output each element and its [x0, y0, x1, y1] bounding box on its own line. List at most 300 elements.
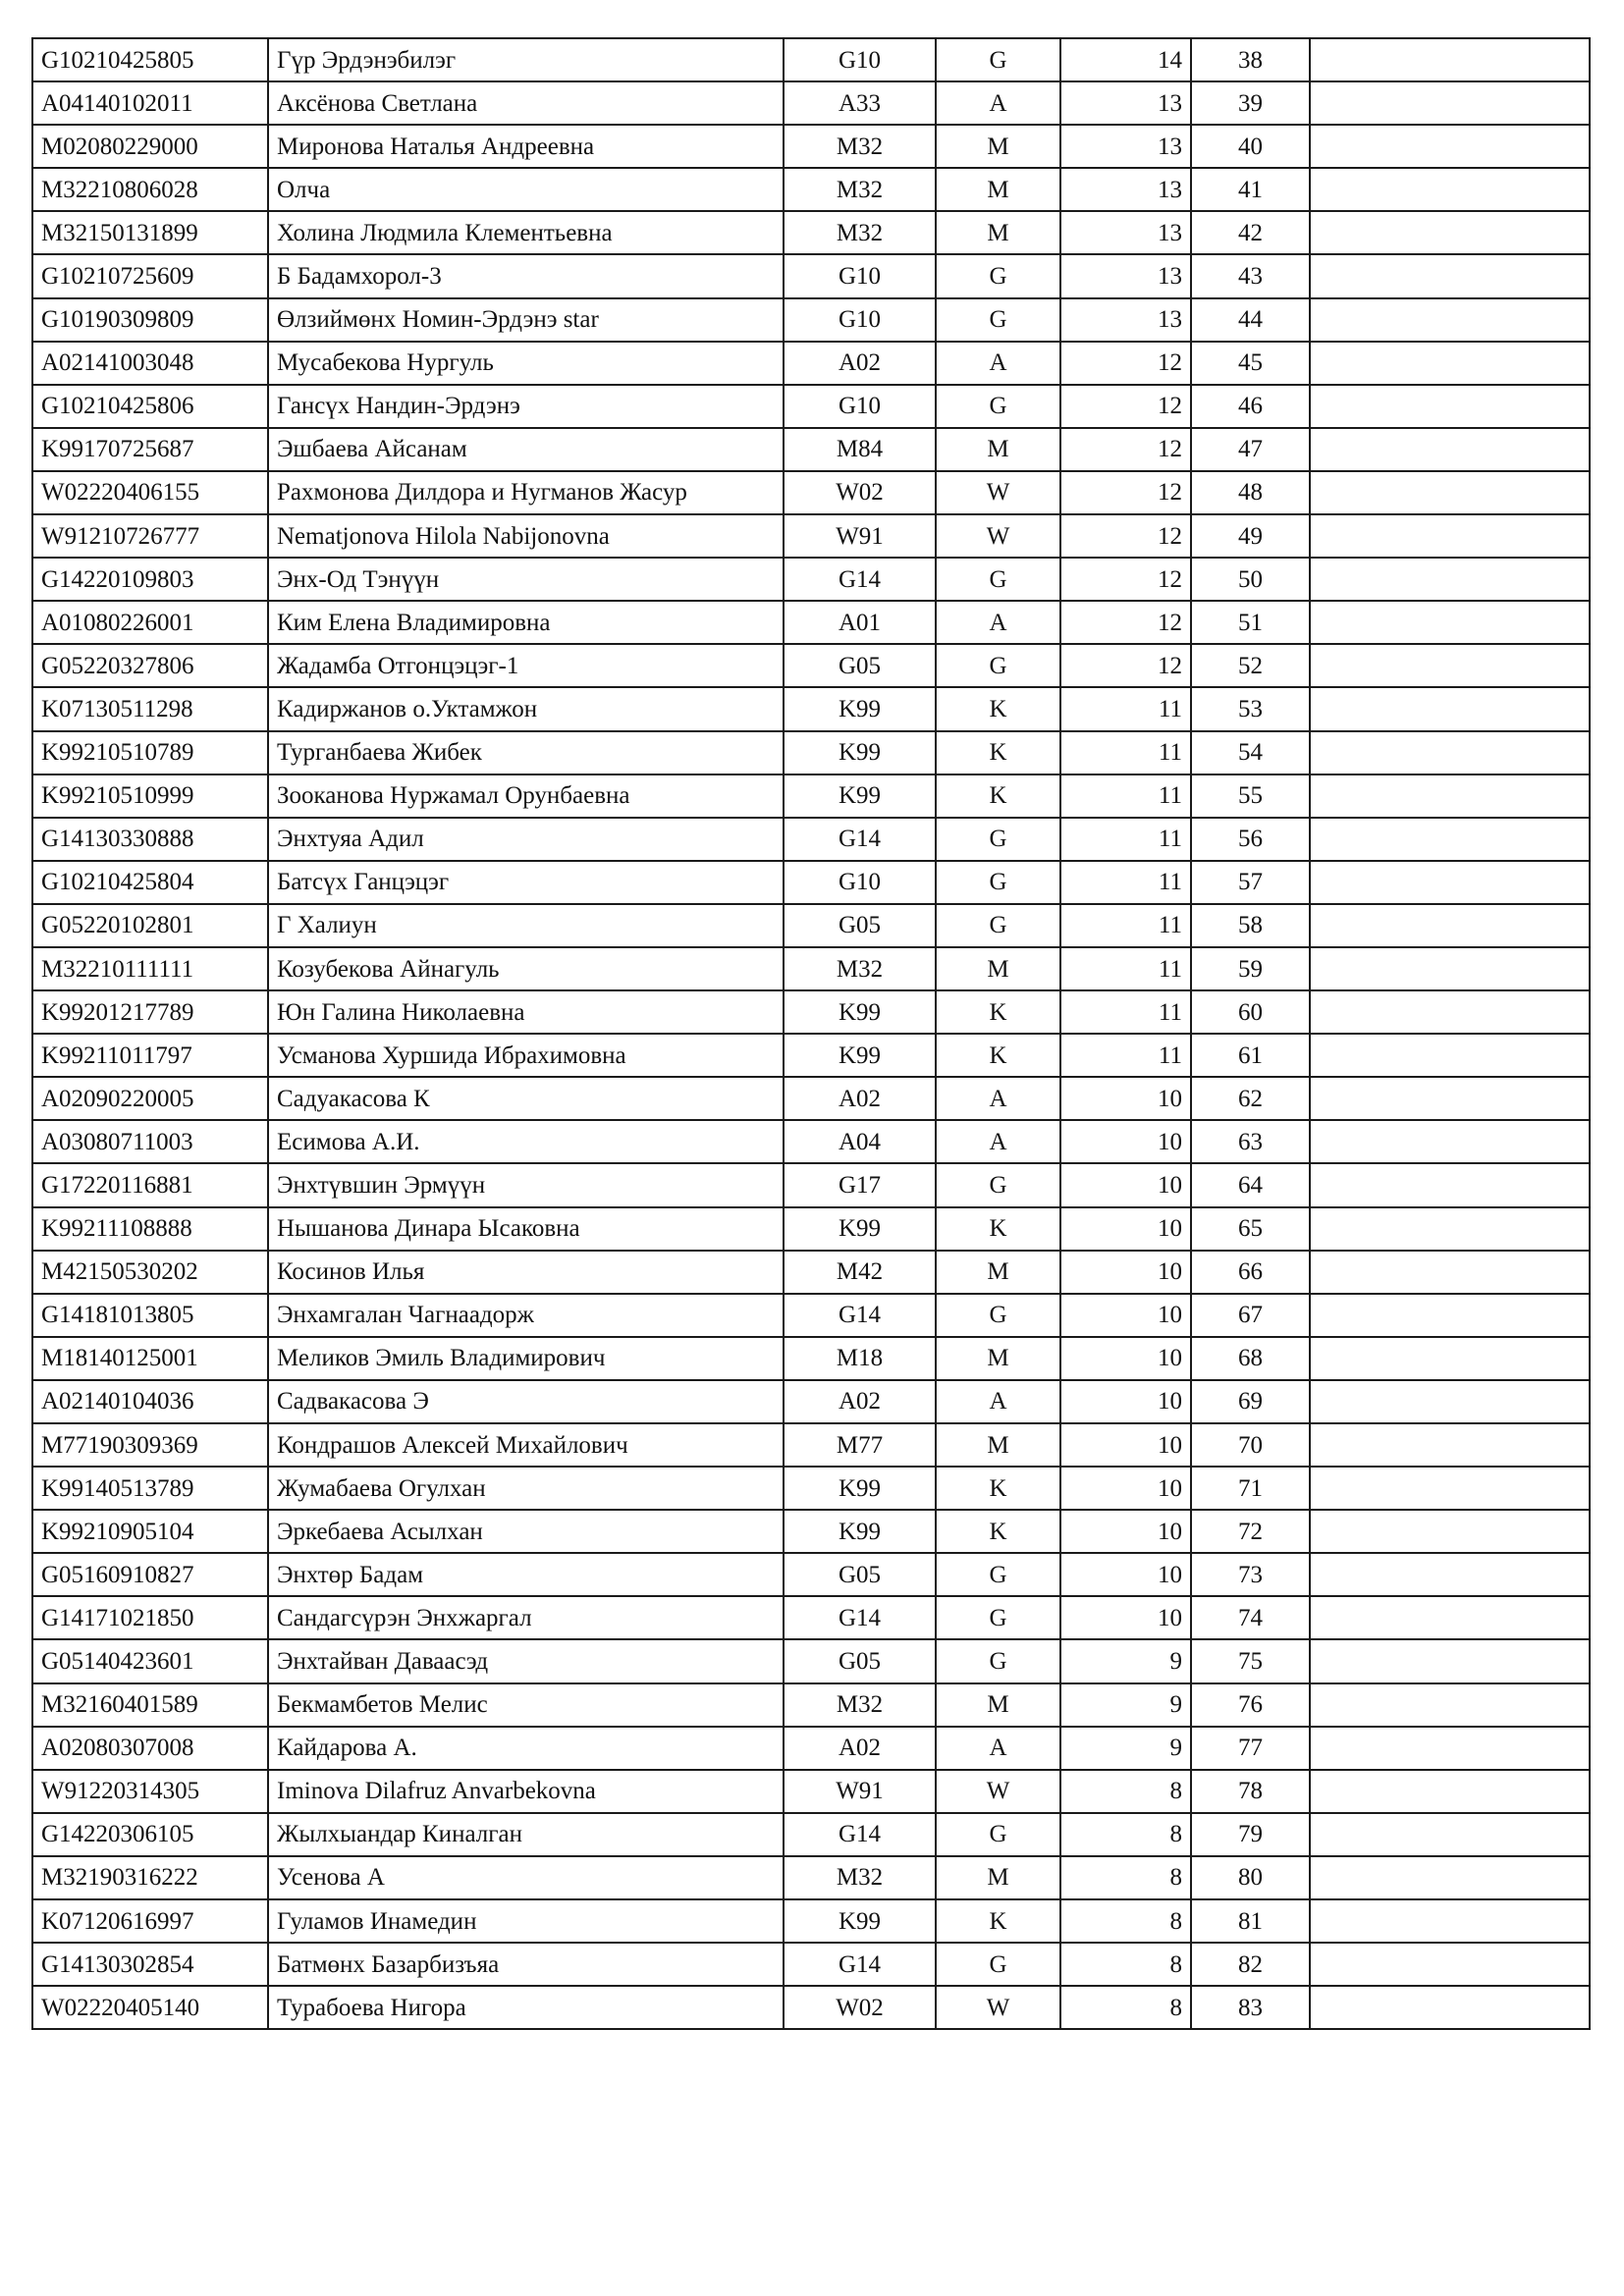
participant-id-cell: A02140104036	[32, 1380, 268, 1423]
group-cell: M	[936, 1423, 1060, 1467]
region-code-cell: K99	[784, 1207, 936, 1251]
rank-cell: 66	[1191, 1251, 1310, 1294]
participant-name-cell: Аксёнова Светлана	[268, 81, 784, 125]
table-row	[32, 1251, 1590, 1294]
region-code-cell: W91	[784, 1770, 936, 1813]
participant-id-cell: G05220327806	[32, 644, 268, 687]
group-cell: G	[936, 1163, 1060, 1206]
score-cell: 11	[1060, 818, 1191, 861]
table-row	[32, 990, 1590, 1034]
region-code-cell: K99	[784, 731, 936, 774]
group-cell: K	[936, 774, 1060, 818]
group-cell: G	[936, 558, 1060, 601]
empty-cell	[1310, 125, 1590, 168]
participant-name-cell: Өлзиймөнх Номин-Эрдэнэ star	[268, 298, 784, 342]
score-cell: 11	[1060, 904, 1191, 947]
table-row	[32, 818, 1590, 861]
region-code-cell: A02	[784, 1727, 936, 1770]
group-cell: A	[936, 342, 1060, 385]
region-code-cell: G10	[784, 385, 936, 428]
table-row	[32, 1077, 1590, 1120]
participant-id-cell: A03080711003	[32, 1120, 268, 1163]
table-row	[32, 1813, 1590, 1856]
participant-name-cell: Юн Галина Николаевна	[268, 990, 784, 1034]
rank-cell: 61	[1191, 1034, 1310, 1077]
table-row	[32, 211, 1590, 254]
participant-name-cell: Энхтуяа Адил	[268, 818, 784, 861]
score-cell: 10	[1060, 1423, 1191, 1467]
empty-cell	[1310, 342, 1590, 385]
group-cell: W	[936, 471, 1060, 514]
region-code-cell: W02	[784, 1986, 936, 2029]
participant-id-cell: K07130511298	[32, 687, 268, 730]
rank-cell: 80	[1191, 1856, 1310, 1899]
empty-cell	[1310, 1510, 1590, 1553]
group-cell: M	[936, 1683, 1060, 1727]
table-row	[32, 1120, 1590, 1163]
participant-id-cell: A02080307008	[32, 1727, 268, 1770]
empty-cell	[1310, 168, 1590, 211]
table-row	[32, 38, 1590, 81]
table-row	[32, 1770, 1590, 1813]
score-cell: 13	[1060, 211, 1191, 254]
group-cell: G	[936, 904, 1060, 947]
participant-name-cell: Мусабекова Нургуль	[268, 342, 784, 385]
score-cell: 8	[1060, 1986, 1191, 2029]
table-row	[32, 1899, 1590, 1943]
score-cell: 10	[1060, 1163, 1191, 1206]
rank-cell: 77	[1191, 1727, 1310, 1770]
participant-name-cell: Ким Елена Владимировна	[268, 601, 784, 644]
group-cell: A	[936, 1120, 1060, 1163]
table-row	[32, 125, 1590, 168]
participant-id-cell: M32210111111	[32, 947, 268, 990]
participant-name-cell: Миронова Наталья Андреевна	[268, 125, 784, 168]
participant-name-cell: Батмөнх Базарбизъяа	[268, 1943, 784, 1986]
group-cell: A	[936, 1727, 1060, 1770]
table-row	[32, 1163, 1590, 1206]
participant-id-cell: G10210425805	[32, 38, 268, 81]
participant-name-cell: Батсүх Ганцэцэг	[268, 861, 784, 904]
participant-name-cell: Б Бадамхорол-3	[268, 254, 784, 297]
participant-id-cell: G05220102801	[32, 904, 268, 947]
table-row	[32, 1943, 1590, 1986]
empty-cell	[1310, 1207, 1590, 1251]
score-cell: 11	[1060, 990, 1191, 1034]
participant-id-cell: A02141003048	[32, 342, 268, 385]
group-cell: G	[936, 644, 1060, 687]
table-row	[32, 168, 1590, 211]
participant-name-cell: Эркебаева Асылхан	[268, 1510, 784, 1553]
rank-cell: 53	[1191, 687, 1310, 730]
region-code-cell: G14	[784, 1813, 936, 1856]
table-row	[32, 1380, 1590, 1423]
empty-cell	[1310, 1380, 1590, 1423]
score-cell: 10	[1060, 1467, 1191, 1510]
region-code-cell: M84	[784, 428, 936, 471]
rank-cell: 83	[1191, 1986, 1310, 2029]
empty-cell	[1310, 1553, 1590, 1596]
table-row	[32, 1683, 1590, 1727]
participant-name-cell: Nematjonova Hilola Nabijonovna	[268, 514, 784, 558]
empty-cell	[1310, 1683, 1590, 1727]
score-cell: 12	[1060, 601, 1191, 644]
table-row	[32, 861, 1590, 904]
rank-cell: 71	[1191, 1467, 1310, 1510]
participant-id-cell: W91210726777	[32, 514, 268, 558]
score-cell: 11	[1060, 774, 1191, 818]
empty-cell	[1310, 385, 1590, 428]
empty-cell	[1310, 1813, 1590, 1856]
region-code-cell: A33	[784, 81, 936, 125]
group-cell: G	[936, 38, 1060, 81]
rank-cell: 46	[1191, 385, 1310, 428]
empty-cell	[1310, 1163, 1590, 1206]
empty-cell	[1310, 298, 1590, 342]
participant-id-cell: K99210510999	[32, 774, 268, 818]
score-cell: 14	[1060, 38, 1191, 81]
participant-id-cell: W02220406155	[32, 471, 268, 514]
participant-id-cell: G05160910827	[32, 1553, 268, 1596]
score-cell: 10	[1060, 1207, 1191, 1251]
empty-cell	[1310, 1077, 1590, 1120]
group-cell: A	[936, 1077, 1060, 1120]
table-row	[32, 514, 1590, 558]
rank-cell: 70	[1191, 1423, 1310, 1467]
group-cell: G	[936, 1553, 1060, 1596]
group-cell: G	[936, 1596, 1060, 1639]
empty-cell	[1310, 601, 1590, 644]
table-row	[32, 1467, 1590, 1510]
participant-id-cell: K99211011797	[32, 1034, 268, 1077]
empty-cell	[1310, 514, 1590, 558]
score-cell: 12	[1060, 428, 1191, 471]
table-row	[32, 1986, 1590, 2029]
results-table-body	[32, 38, 1590, 2029]
table-row	[32, 1596, 1590, 1639]
participant-name-cell: Энх-Од Тэнүүн	[268, 558, 784, 601]
participant-name-cell: Меликов Эмиль Владимирович	[268, 1337, 784, 1380]
participant-id-cell: M32190316222	[32, 1856, 268, 1899]
region-code-cell: A02	[784, 1077, 936, 1120]
participant-name-cell: Косинов Илья	[268, 1251, 784, 1294]
empty-cell	[1310, 731, 1590, 774]
empty-cell	[1310, 1596, 1590, 1639]
group-cell: G	[936, 1943, 1060, 1986]
participant-name-cell: Жадамба Отгонцэцэг-1	[268, 644, 784, 687]
score-cell: 13	[1060, 168, 1191, 211]
group-cell: M	[936, 1856, 1060, 1899]
participant-id-cell: M02080229000	[32, 125, 268, 168]
region-code-cell: W02	[784, 471, 936, 514]
region-code-cell: G17	[784, 1163, 936, 1206]
table-row	[32, 1856, 1590, 1899]
rank-cell: 81	[1191, 1899, 1310, 1943]
empty-cell	[1310, 861, 1590, 904]
group-cell: G	[936, 254, 1060, 297]
empty-cell	[1310, 38, 1590, 81]
empty-cell	[1310, 1120, 1590, 1163]
region-code-cell: K99	[784, 990, 936, 1034]
region-code-cell: K99	[784, 1899, 936, 1943]
group-cell: G	[936, 1294, 1060, 1337]
region-code-cell: M32	[784, 168, 936, 211]
rank-cell: 67	[1191, 1294, 1310, 1337]
rank-cell: 38	[1191, 38, 1310, 81]
participant-id-cell: G14171021850	[32, 1596, 268, 1639]
rank-cell: 51	[1191, 601, 1310, 644]
table-row	[32, 1639, 1590, 1682]
score-cell: 10	[1060, 1077, 1191, 1120]
group-cell: K	[936, 1899, 1060, 1943]
group-cell: A	[936, 601, 1060, 644]
table-row	[32, 558, 1590, 601]
participant-id-cell: M77190309369	[32, 1423, 268, 1467]
participant-id-cell: G10210425804	[32, 861, 268, 904]
participant-name-cell: Жылхыандар Киналган	[268, 1813, 784, 1856]
empty-cell	[1310, 1251, 1590, 1294]
participant-name-cell: Козубекова Айнагуль	[268, 947, 784, 990]
region-code-cell: M42	[784, 1251, 936, 1294]
participant-id-cell: A01080226001	[32, 601, 268, 644]
region-code-cell: M32	[784, 125, 936, 168]
participant-id-cell: G17220116881	[32, 1163, 268, 1206]
group-cell: G	[936, 1813, 1060, 1856]
participant-name-cell: Энхтайван Даваасэд	[268, 1639, 784, 1682]
participant-id-cell: M32160401589	[32, 1683, 268, 1727]
empty-cell	[1310, 1943, 1590, 1986]
score-cell: 8	[1060, 1899, 1191, 1943]
participant-name-cell: Гуламов Инамедин	[268, 1899, 784, 1943]
participant-id-cell: M32150131899	[32, 211, 268, 254]
region-code-cell: G10	[784, 298, 936, 342]
participant-name-cell: Кадиржанов о.Уктамжон	[268, 687, 784, 730]
table-row	[32, 687, 1590, 730]
score-cell: 9	[1060, 1683, 1191, 1727]
group-cell: M	[936, 125, 1060, 168]
rank-cell: 55	[1191, 774, 1310, 818]
empty-cell	[1310, 254, 1590, 297]
score-cell: 10	[1060, 1510, 1191, 1553]
rank-cell: 69	[1191, 1380, 1310, 1423]
region-code-cell: G14	[784, 1596, 936, 1639]
rank-cell: 43	[1191, 254, 1310, 297]
participant-id-cell: G14220306105	[32, 1813, 268, 1856]
table-row	[32, 471, 1590, 514]
region-code-cell: K99	[784, 1467, 936, 1510]
table-row	[32, 904, 1590, 947]
participant-id-cell: W02220405140	[32, 1986, 268, 2029]
participant-id-cell: K99201217789	[32, 990, 268, 1034]
table-row	[32, 385, 1590, 428]
region-code-cell: K99	[784, 1034, 936, 1077]
empty-cell	[1310, 1986, 1590, 2029]
participant-name-cell: Бекмамбетов Мелис	[268, 1683, 784, 1727]
rank-cell: 60	[1191, 990, 1310, 1034]
group-cell: M	[936, 168, 1060, 211]
participant-name-cell: Нышанова Динара Ысаковна	[268, 1207, 784, 1251]
empty-cell	[1310, 1856, 1590, 1899]
participant-id-cell: G14130302854	[32, 1943, 268, 1986]
participant-name-cell: Турабоева Нигора	[268, 1986, 784, 2029]
participant-name-cell: Энхтөр Бадам	[268, 1553, 784, 1596]
group-cell: M	[936, 1337, 1060, 1380]
participant-id-cell: M18140125001	[32, 1337, 268, 1380]
participant-id-cell: G10210425806	[32, 385, 268, 428]
region-code-cell: M32	[784, 947, 936, 990]
participant-id-cell: A02090220005	[32, 1077, 268, 1120]
rank-cell: 39	[1191, 81, 1310, 125]
participant-name-cell: Iminova Dilafruz Anvarbekovna	[268, 1770, 784, 1813]
participant-id-cell: A04140102011	[32, 81, 268, 125]
participant-id-cell: G05140423601	[32, 1639, 268, 1682]
score-cell: 11	[1060, 861, 1191, 904]
group-cell: A	[936, 1380, 1060, 1423]
participant-name-cell: Олча	[268, 168, 784, 211]
participant-name-cell: Жумабаева Огулхан	[268, 1467, 784, 1510]
group-cell: M	[936, 428, 1060, 471]
rank-cell: 58	[1191, 904, 1310, 947]
table-row	[32, 1727, 1590, 1770]
score-cell: 10	[1060, 1380, 1191, 1423]
table-row	[32, 428, 1590, 471]
participant-id-cell: G14181013805	[32, 1294, 268, 1337]
empty-cell	[1310, 81, 1590, 125]
score-cell: 9	[1060, 1727, 1191, 1770]
rank-cell: 64	[1191, 1163, 1310, 1206]
table-row	[32, 1553, 1590, 1596]
group-cell: W	[936, 1770, 1060, 1813]
region-code-cell: K99	[784, 774, 936, 818]
score-cell: 11	[1060, 687, 1191, 730]
rank-cell: 68	[1191, 1337, 1310, 1380]
score-cell: 12	[1060, 385, 1191, 428]
participant-id-cell: K07120616997	[32, 1899, 268, 1943]
group-cell: K	[936, 1034, 1060, 1077]
participant-name-cell: Гансүх Нандин-Эрдэнэ	[268, 385, 784, 428]
region-code-cell: A02	[784, 1380, 936, 1423]
group-cell: G	[936, 385, 1060, 428]
group-cell: M	[936, 211, 1060, 254]
score-cell: 8	[1060, 1856, 1191, 1899]
region-code-cell: G14	[784, 558, 936, 601]
region-code-cell: G05	[784, 1553, 936, 1596]
table-row	[32, 644, 1590, 687]
score-cell: 11	[1060, 1034, 1191, 1077]
participant-name-cell: Садуакасова К	[268, 1077, 784, 1120]
rank-cell: 45	[1191, 342, 1310, 385]
region-code-cell: K99	[784, 687, 936, 730]
score-cell: 8	[1060, 1813, 1191, 1856]
group-cell: K	[936, 1467, 1060, 1510]
rank-cell: 59	[1191, 947, 1310, 990]
participant-id-cell: W91220314305	[32, 1770, 268, 1813]
participant-name-cell: Кондрашов Алексей Михайлович	[268, 1423, 784, 1467]
empty-cell	[1310, 428, 1590, 471]
region-code-cell: G10	[784, 38, 936, 81]
group-cell: W	[936, 1986, 1060, 2029]
participant-name-cell: Энхамгалан Чагнаадорж	[268, 1294, 784, 1337]
participant-name-cell: Рахмонова Дилдора и Нугманов Жасур	[268, 471, 784, 514]
score-cell: 10	[1060, 1553, 1191, 1596]
empty-cell	[1310, 1899, 1590, 1943]
participant-id-cell: G14220109803	[32, 558, 268, 601]
score-cell: 8	[1060, 1943, 1191, 1986]
rank-cell: 65	[1191, 1207, 1310, 1251]
rank-cell: 54	[1191, 731, 1310, 774]
score-cell: 12	[1060, 644, 1191, 687]
region-code-cell: A04	[784, 1120, 936, 1163]
empty-cell	[1310, 1467, 1590, 1510]
table-row	[32, 601, 1590, 644]
region-code-cell: G05	[784, 644, 936, 687]
participant-id-cell: M42150530202	[32, 1251, 268, 1294]
region-code-cell: G14	[784, 1294, 936, 1337]
region-code-cell: G05	[784, 904, 936, 947]
participant-name-cell: Г Халиун	[268, 904, 784, 947]
table-row	[32, 298, 1590, 342]
participant-id-cell: G14130330888	[32, 818, 268, 861]
region-code-cell: K99	[784, 1510, 936, 1553]
participant-id-cell: K99140513789	[32, 1467, 268, 1510]
participant-name-cell: Есимова А.И.	[268, 1120, 784, 1163]
table-row	[32, 947, 1590, 990]
participant-id-cell: M32210806028	[32, 168, 268, 211]
group-cell: G	[936, 1639, 1060, 1682]
rank-cell: 47	[1191, 428, 1310, 471]
empty-cell	[1310, 1034, 1590, 1077]
region-code-cell: M32	[784, 1856, 936, 1899]
table-row	[32, 342, 1590, 385]
score-cell: 10	[1060, 1120, 1191, 1163]
empty-cell	[1310, 211, 1590, 254]
region-code-cell: A01	[784, 601, 936, 644]
rank-cell: 40	[1191, 125, 1310, 168]
participant-name-cell: Кайдарова А.	[268, 1727, 784, 1770]
rank-cell: 82	[1191, 1943, 1310, 1986]
rank-cell: 52	[1191, 644, 1310, 687]
rank-cell: 74	[1191, 1596, 1310, 1639]
region-code-cell: M77	[784, 1423, 936, 1467]
group-cell: G	[936, 861, 1060, 904]
region-code-cell: W91	[784, 514, 936, 558]
region-code-cell: M18	[784, 1337, 936, 1380]
score-cell: 12	[1060, 514, 1191, 558]
empty-cell	[1310, 904, 1590, 947]
rank-cell: 44	[1191, 298, 1310, 342]
score-cell: 13	[1060, 125, 1191, 168]
group-cell: W	[936, 514, 1060, 558]
empty-cell	[1310, 1770, 1590, 1813]
region-code-cell: M32	[784, 1683, 936, 1727]
empty-cell	[1310, 471, 1590, 514]
group-cell: K	[936, 1510, 1060, 1553]
participant-name-cell: Энхтүвшин Эрмүүн	[268, 1163, 784, 1206]
participant-id-cell: K99210510789	[32, 731, 268, 774]
group-cell: G	[936, 818, 1060, 861]
group-cell: K	[936, 731, 1060, 774]
rank-cell: 75	[1191, 1639, 1310, 1682]
table-row	[32, 1337, 1590, 1380]
participant-id-cell: G10210725609	[32, 254, 268, 297]
score-cell: 11	[1060, 731, 1191, 774]
score-cell: 10	[1060, 1251, 1191, 1294]
rank-cell: 50	[1191, 558, 1310, 601]
empty-cell	[1310, 558, 1590, 601]
score-cell: 12	[1060, 558, 1191, 601]
participant-name-cell: Эшбаева Айсанам	[268, 428, 784, 471]
region-code-cell: G14	[784, 1943, 936, 1986]
